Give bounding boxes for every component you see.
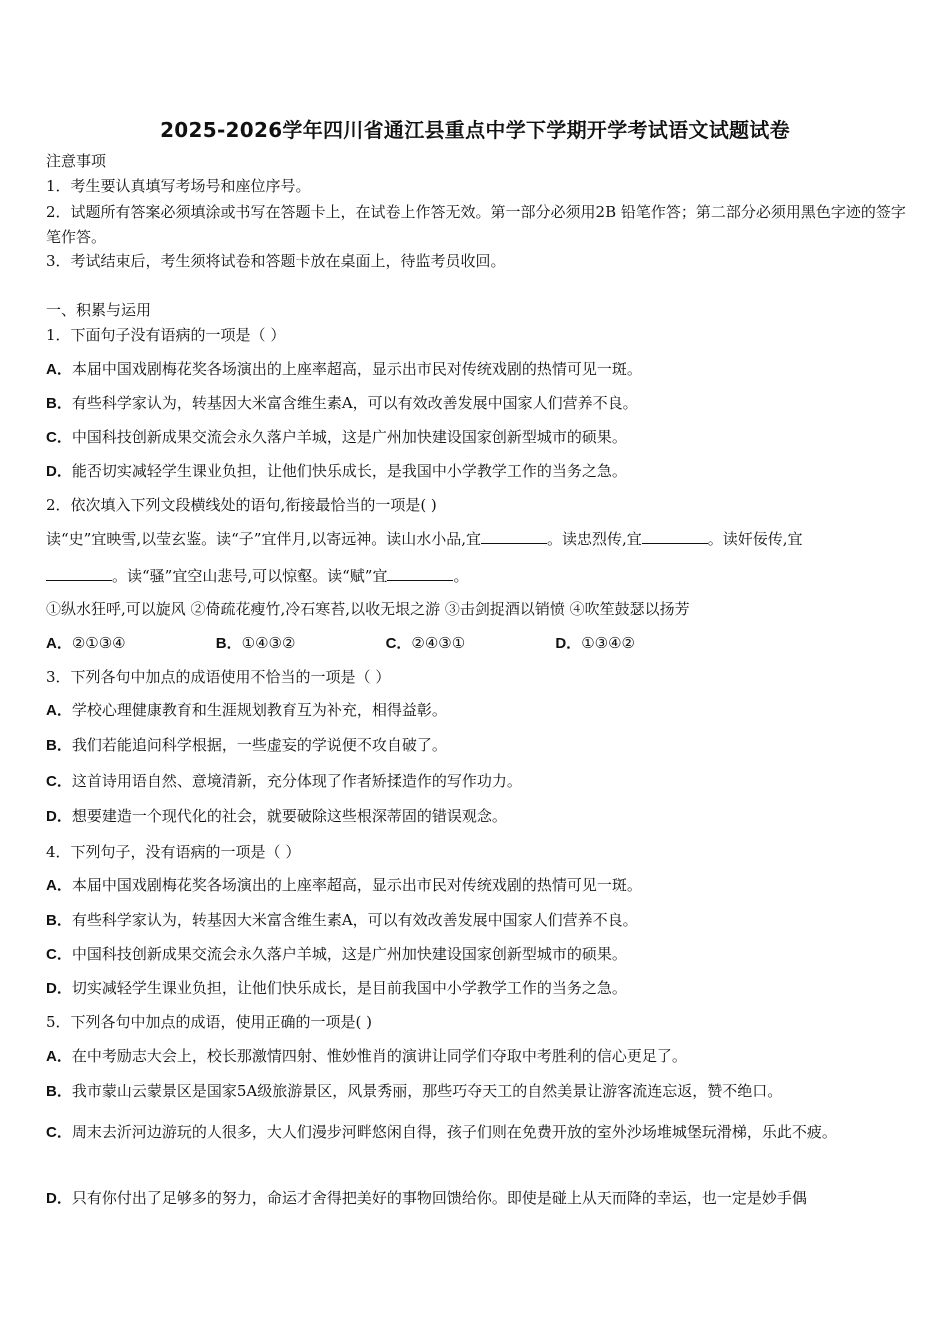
question-1-option-a: A．本届中国戏剧梅花奖各场演出的上座率超高，显示出市民对传统戏剧的热情可见一斑。 [46, 360, 642, 378]
page-title: 2025-2026学年四川省通江县重点中学下学期开学考试语文试题试卷 [160, 118, 790, 142]
notice-heading: 注意事项 [46, 152, 107, 170]
question-4-option-c: C．中国科技创新成果交流会永久落户羊城，这是广州加快建设国家创新型城市的硕果。 [46, 945, 627, 963]
question-3-option-c: C．这首诗用语自然、意境清新，充分体现了作者矫揉造作的写作功力。 [46, 772, 522, 790]
question-5-option-d: D．只有你付出了足够多的努力，命运才舍得把美好的事物回馈给你。即使是碰上从天而降的幸运，也一定是妙手偶 [46, 1189, 807, 1207]
question-1-option-b: B．有些科学家认为，转基因大米富含维生素A，可以有效改善发展中国家人们营养不良。 [46, 394, 638, 412]
notice-item-2: 2．试题所有答案必须填涂或书写在答题卡上，在试卷上作答无效。第一部分必须用2B 铅笔作答；第二部分必须用黑色字迹的签字笔作答。 [46, 203, 906, 246]
fill-blank [387, 568, 453, 581]
question-5-option-c: C．周末去沂河边游玩的人很多，大人们漫步河畔悠闲自得，孩子们则在免费开放的室外沙场堆城堡玩滑梯，乐此不疲。 [46, 1123, 837, 1141]
question-3-stem: 3．下列各句中加点的成语使用不恰当的一项是（ ） [46, 668, 391, 686]
question-1-option-c: C．中国科技创新成果交流会永久落户羊城，这是广州加快建设国家创新型城市的硕果。 [46, 428, 627, 446]
question-2-choice-b: B．①④③② [215, 634, 296, 652]
question-5-option-a: A．在中考励志大会上，校长那激情四射、惟妙惟肖的演讲让同学们夺取中考胜利的信心更足了。 [46, 1047, 687, 1065]
question-3-option-d: D．想要建造一个现代化的社会，就要破除这些根深蒂固的错误观念。 [46, 807, 507, 825]
question-4-option-b: B．有些科学家认为，转基因大米富含维生素A，可以有效改善发展中国家人们营养不良。 [46, 911, 638, 929]
question-3-option-a: A．学校心理健康教育和生涯规划教育互为补充，相得益彰。 [46, 701, 447, 719]
question-2-choice-c: C．②④③① [385, 634, 466, 652]
notice-item-3: 3．考试结束后，考生须将试卷和答题卡放在桌面上，待监考员收回。 [46, 252, 506, 270]
notice-item-1: 1．考生要认真填写考场号和座位序号。 [46, 177, 311, 195]
question-2-passage-line-2: 。读“骚”宜空山悲号,可以惊壑。读“赋”宜 。 [46, 565, 908, 587]
question-3-option-b: B．我们若能追问科学根据，一些虚妄的学说便不攻自破了。 [46, 736, 447, 754]
question-4-option-a: A．本届中国戏剧梅花奖各场演出的上座率超高，显示出市民对传统戏剧的热情可见一斑。 [46, 876, 642, 894]
question-1-option-d: D．能否切实减轻学生课业负担，让他们快乐成长，是我国中小学教学工作的当务之急。 [46, 462, 627, 480]
question-5-option-b: B．我市蒙山云蒙景区是国家5A级旅游景区，风景秀丽，那些巧夺天工的自然美景让游客流连忘返，赞不绝口。 [46, 1082, 783, 1100]
section-heading: 一、积累与运用 [46, 301, 152, 319]
fill-blank [46, 568, 112, 581]
question-2-choice-d: D．①③④② [555, 634, 635, 652]
question-5-stem: 5．下列各句中加点的成语，使用正确的一项是( ) [46, 1013, 373, 1031]
fill-blank [642, 531, 708, 544]
fill-blank [481, 531, 547, 544]
question-4-option-d: D．切实减轻学生课业负担，让他们快乐成长，是目前我国中小学教学工作的当务之急。 [46, 979, 627, 997]
question-2-passage-line-1: 读“史”宜映雪,以莹玄鉴。读“子”宜伴月,以寄远神。读山水小品,宜 。读忠烈传,宜 。读奸佞传,宜 [46, 530, 803, 548]
question-2-phrases: ①纵水狂呼,可以旋风 ②倚疏花瘦竹,冷石寒苔,以收无垠之游 ③击剑捉酒以销愤 ④吹笙鼓瑟以扬芳 [46, 600, 690, 618]
question-2-stem: 2．依次填入下列文段横线处的语句,衔接最恰当的一项是( ) [46, 496, 437, 514]
question-2-choices [46, 632, 908, 655]
question-1-stem: 1．下面句子没有语病的一项是（ ） [46, 326, 286, 344]
question-4-stem: 4．下列句子，没有语病的一项是（ ） [46, 843, 301, 861]
question-2-choice-a: A．②①③④ [46, 634, 126, 652]
